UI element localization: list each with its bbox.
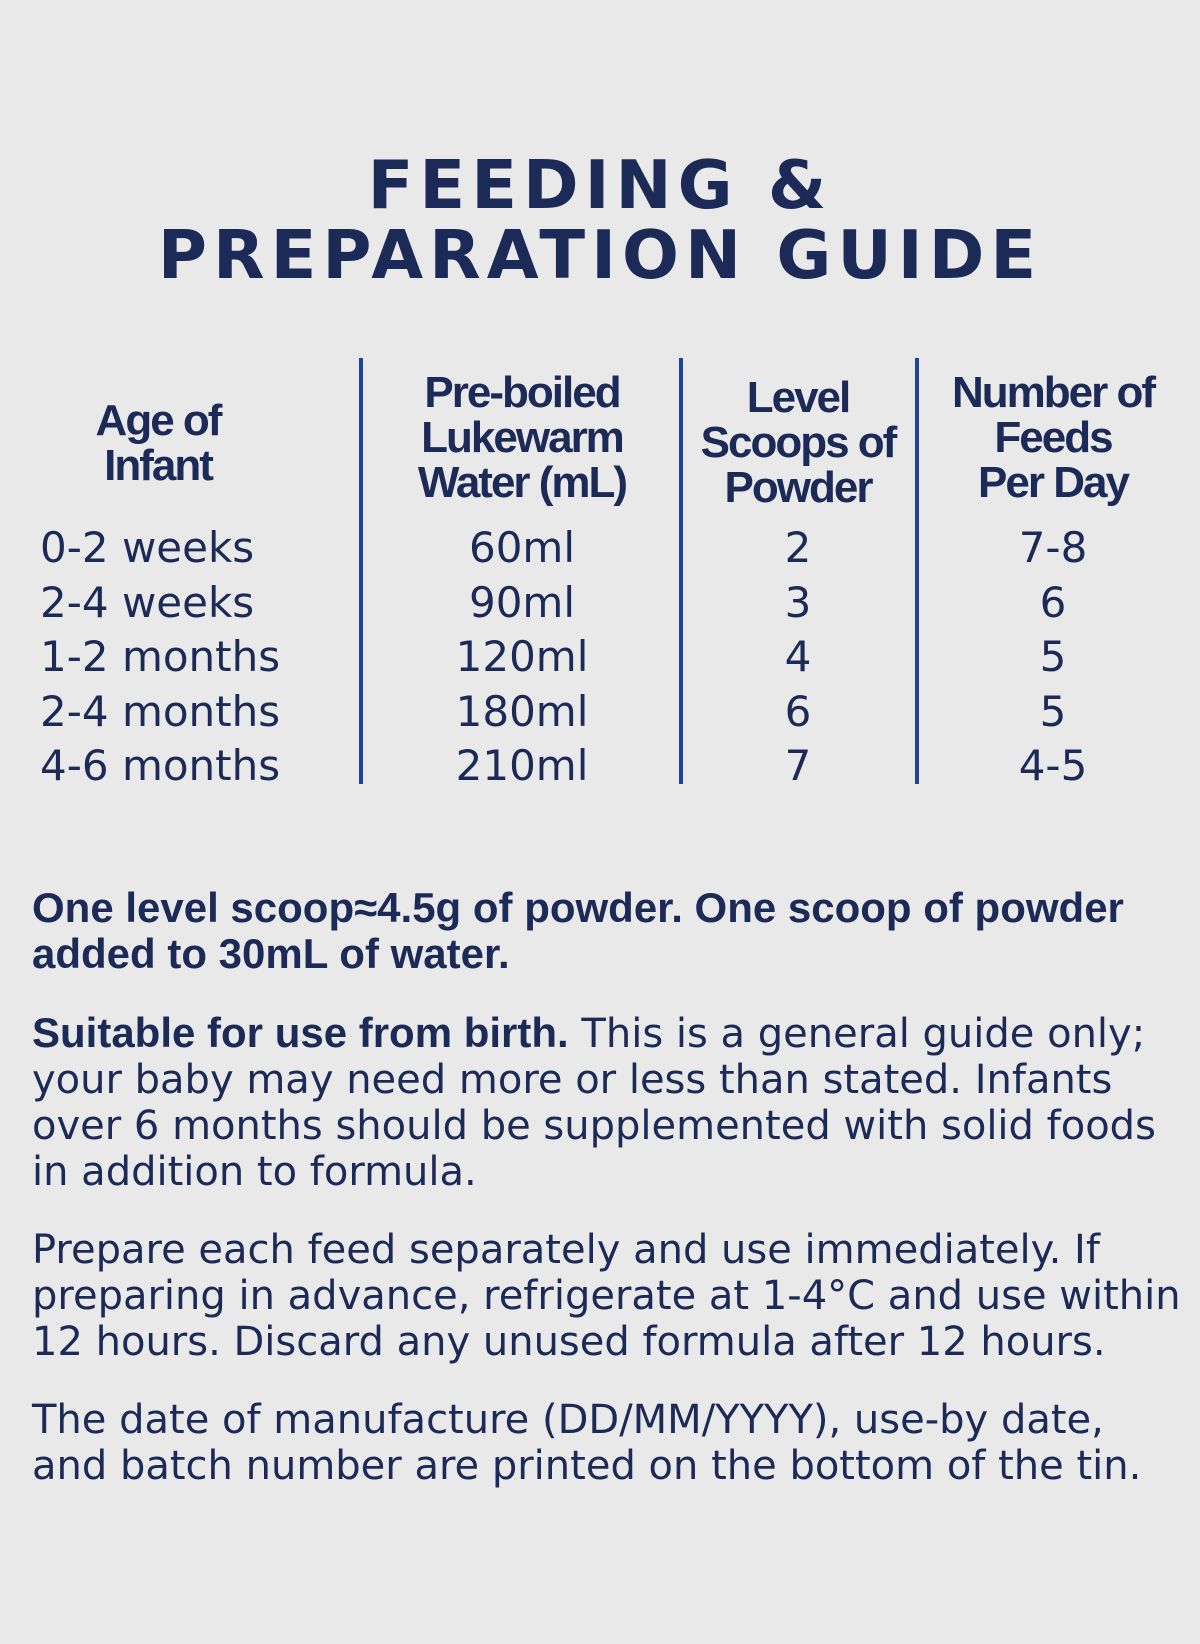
table-row	[0, 521, 1200, 576]
table-row	[0, 576, 1200, 631]
water-cell: 210ml	[455, 741, 589, 790]
water-cell: 180ml	[455, 686, 589, 736]
scoops-cell: 3	[784, 577, 812, 627]
scoops-cell: 7	[784, 741, 812, 790]
prepare-note: Prepare each feed separately and use immediately. If preparing in advance, refrigerate at 1-4°C and use within 12 hours. Discard any unused formula after 12 hours.	[32, 1227, 1181, 1365]
feeds-cell: 6	[1039, 577, 1067, 627]
date-note: The date of manufacture (DD/MM/YYYY), use-by date, and batch number are printed on the bottom of the tin.	[32, 1397, 1142, 1489]
table-row	[0, 685, 1200, 740]
water-cell: 60ml	[468, 523, 576, 572]
header-water: Pre-boiled Lukewarm Water (mL)	[417, 368, 627, 507]
suitable-note	[32, 1010, 1182, 1195]
suitable-note-lead: Suitable for use from birth.	[32, 1009, 569, 1056]
header-age: Age of Infant	[95, 396, 221, 490]
feeding-table-body	[0, 521, 1200, 794]
age-cell: 2-4 months	[40, 686, 281, 736]
water-cell: 120ml	[455, 632, 589, 681]
notes-section	[32, 885, 1182, 1521]
scoop-note: One level scoop≈4.5g of powder. One scoop of powder added to 30mL of water.	[32, 884, 1124, 977]
feeds-cell: 5	[1039, 632, 1067, 681]
scoops-cell: 4	[784, 632, 812, 681]
feeds-cell: 7-8	[1018, 523, 1088, 572]
age-cell: 4-6 months	[40, 741, 281, 790]
page-title	[0, 146, 1200, 294]
feeds-cell: 4-5	[1018, 741, 1088, 790]
age-cell: 2-4 weeks	[40, 577, 255, 627]
table-row	[0, 739, 1200, 794]
scoops-cell: 2	[784, 523, 812, 572]
water-cell: 90ml	[468, 577, 576, 627]
age-cell: 1-2 months	[40, 632, 281, 681]
feeds-cell: 5	[1039, 686, 1067, 736]
header-scoops: Level Scoops of Powder	[700, 373, 896, 512]
title-line-2: PREPARATION GUIDE	[157, 216, 1043, 294]
suitable-note-body: This is a general guide only; your baby may need more or less than stated. Infants over 6 months should be supplemented with solid foods in addition to formula.	[32, 1011, 1156, 1195]
title-line-1: FEEDING &	[367, 146, 833, 224]
age-cell: 0-2 weeks	[40, 523, 255, 572]
scoops-cell: 6	[784, 686, 812, 736]
header-feeds: Number of Feeds Per Day	[952, 368, 1154, 507]
table-row	[0, 630, 1200, 685]
